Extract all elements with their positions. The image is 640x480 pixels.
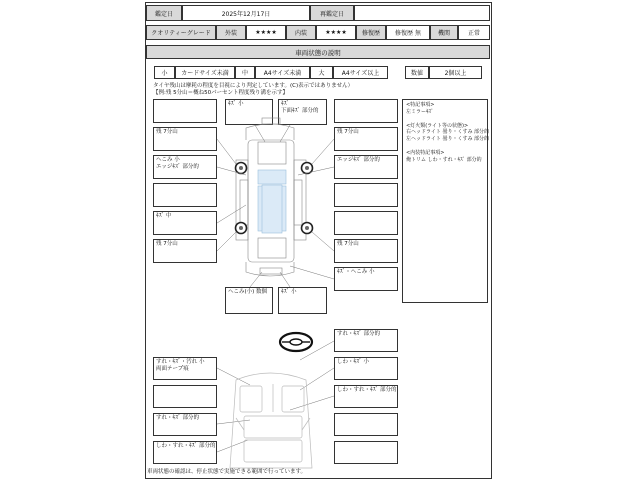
damage-text: しわ・ｷｽﾞ 小 — [337, 359, 369, 365]
tire-note-2: 【例:残 5分山＝概ね50パーセント程度残り溝を示す】 — [153, 90, 288, 96]
special-notes-line: <内装特記事項> — [406, 149, 445, 156]
special-notes-line: 右ヘッドライト 曇り・くすみ 部分的 — [406, 129, 490, 136]
interior-label: 内装 — [286, 25, 316, 40]
exterior-value: ★★★★ — [246, 25, 286, 40]
legend-medium-desc: A4サイズ未満 — [255, 66, 310, 79]
damage-text: しわ・すれ・ｷｽﾞ 部分的 — [156, 443, 216, 449]
legend-medium: 中 — [235, 66, 255, 79]
damage-text: 両面テープ痕 — [156, 366, 189, 373]
damage-text: しわ・すれ・ｷｽﾞ 部分的 — [337, 387, 397, 393]
interior-diagram — [230, 373, 312, 468]
repair-history-value: 修復歴 無 — [386, 25, 430, 40]
damage-text: エッジｷｽﾞ 部分的 — [337, 157, 380, 163]
engine-value: 正常 — [458, 25, 490, 40]
engine-label: 機関 — [430, 25, 458, 40]
legend-large-desc: A4サイズ以上 — [333, 66, 388, 79]
damage-text: へこみ(小) 数個 — [228, 289, 268, 295]
damage-text: 残 7分山 — [156, 241, 178, 247]
special-notes-line: <灯火類(ライト等の状態)> — [406, 122, 469, 129]
count-value: 2個以上 — [429, 66, 482, 79]
inspection-date-label: 鑑定日 — [146, 5, 182, 21]
special-notes-line: 俺トリム しわ・すれ・ｷｽﾞ 部分的 — [406, 156, 482, 163]
count-label: 数値 — [405, 66, 429, 79]
damage-text: ｷｽﾞ 中 — [156, 213, 172, 219]
damage-text: 残 7分山 — [337, 129, 359, 135]
damage-text: すれ・ｷｽﾞ・汚れ 小 — [156, 359, 205, 365]
steering-wheel-icon — [280, 333, 312, 351]
legend-small-desc: カードサイズ未満 — [175, 66, 235, 79]
damage-text: ｷｽﾞ 小 — [281, 289, 297, 295]
damage-text: すれ・ｷｽﾞ 部分的 — [156, 415, 199, 421]
section-title: 車両状態の説明 — [146, 45, 490, 59]
special-notes-line: 左ミラーｷｽﾞ — [406, 108, 434, 115]
tire-note-1: タイヤ残山は摩耗の程度を目視により判定しています。(C)表示ではありません） — [153, 83, 354, 89]
exterior-label: 外装 — [216, 25, 246, 40]
special-notes-line: <特記事項> — [406, 102, 435, 108]
footer-note: 車両状態の確認は、停止状態で実施できる範囲で行っています。 — [147, 469, 307, 475]
damage-text: 下面ｷｽﾞ 部分的 — [281, 108, 319, 115]
inspection-date-value: 2025年12月17日 — [182, 5, 310, 21]
damage-text: ｷｽﾞ・へこみ 小 — [337, 269, 375, 275]
damage-text: 残 7分山 — [337, 241, 359, 247]
damage-text: 残 7分山 — [156, 129, 178, 135]
damage-text: ｷｽﾞ 小 — [228, 101, 244, 107]
damage-text: へこみ 小 — [156, 157, 180, 163]
damage-text: エッジｷｽﾞ 部分的 — [156, 164, 199, 171]
legend-small: 小 — [154, 66, 175, 79]
legend-large: 大 — [310, 66, 333, 79]
special-notes-line: 左ヘッドライト 曇り・くすみ 部分的 — [406, 136, 490, 142]
quality-grade-label: クオリティーグレード — [146, 25, 216, 40]
repair-history-label: 修復歴 — [356, 25, 386, 40]
interior-value: ★★★★ — [316, 25, 356, 40]
reinspection-date-label: 再鑑定日 — [310, 5, 354, 21]
damage-text: すれ・ｷｽﾞ 部分的 — [337, 331, 380, 337]
damage-text: ｷｽﾞ — [281, 101, 290, 107]
